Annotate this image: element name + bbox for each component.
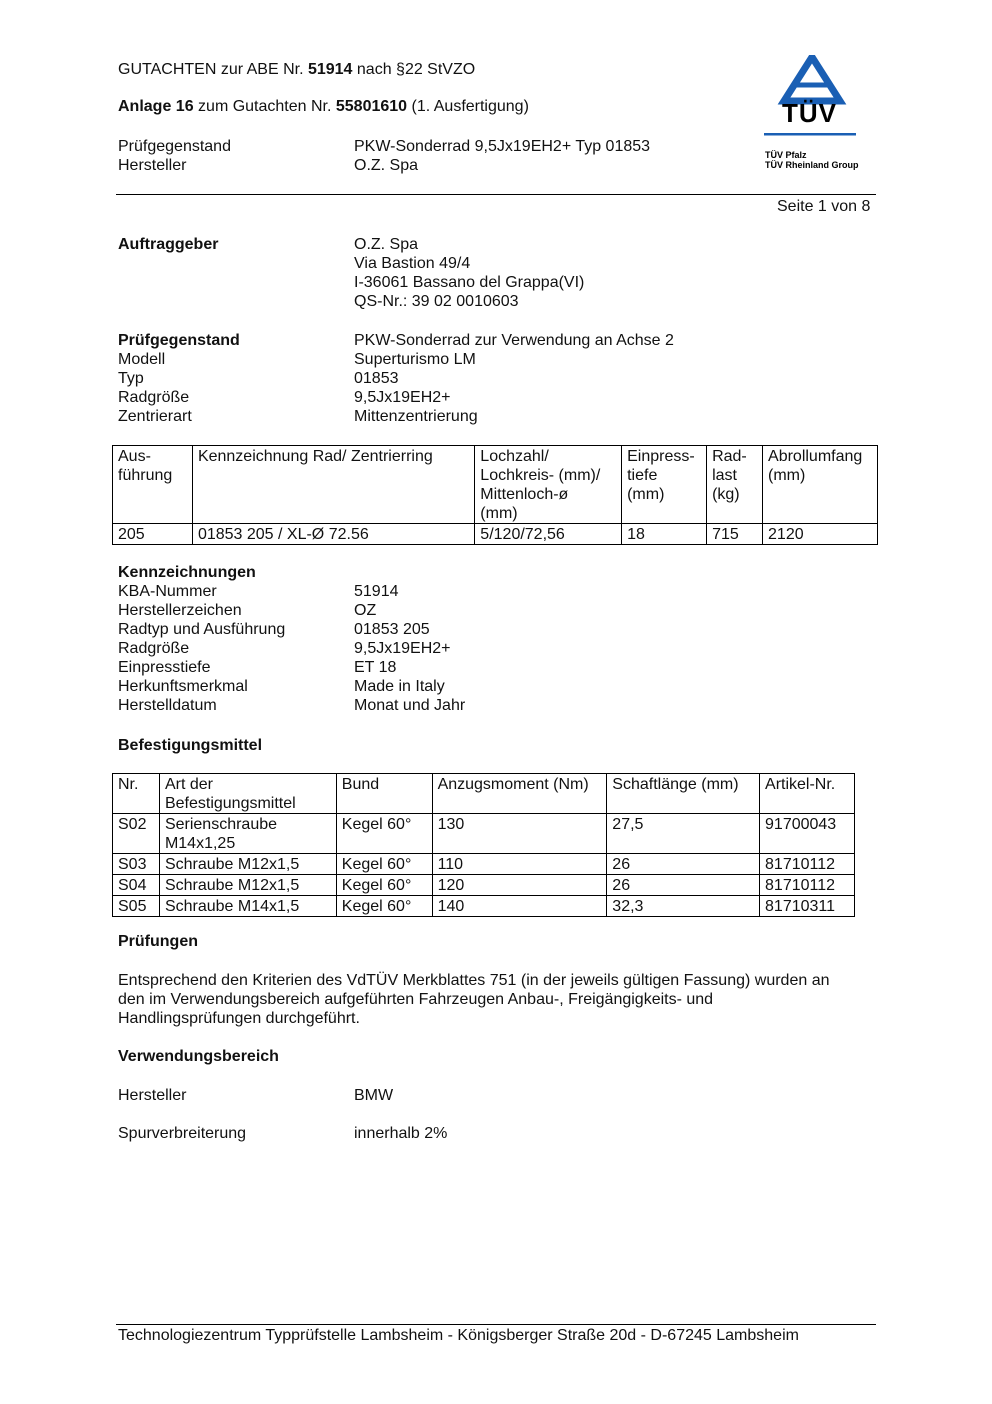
table-cell: Kegel 60° bbox=[336, 854, 432, 875]
header-hersteller-value: O.Z. Spa bbox=[354, 157, 419, 174]
header-pruefgegenstand-label: Prüfgegenstand bbox=[118, 138, 231, 155]
address-line: Via Bastion 49/4 bbox=[354, 255, 471, 272]
table-cell: Kegel 60° bbox=[336, 875, 432, 896]
wheel-table bbox=[112, 445, 878, 545]
header-cell: Anzugsmoment (Nm) bbox=[432, 774, 607, 814]
table-cell: 120 bbox=[432, 875, 607, 896]
paragraph-line: den im Verwendungsbereich aufgeführten Fahrzeugen Anbau-, Freigängigkeits- und bbox=[118, 991, 714, 1008]
pruefgegenstand-section bbox=[118, 331, 878, 426]
table-cell: S03 bbox=[113, 854, 160, 875]
kv-key: Herstellerzeichen bbox=[118, 602, 242, 619]
anlage-line: Anlage 16 zum Gutachten Nr. 55801610 (1. Ausfertigung) bbox=[118, 98, 529, 115]
header-cell: Einpress- tiefe (mm) bbox=[622, 446, 707, 524]
header-divider bbox=[116, 194, 876, 195]
kv-key: KBA-Nummer bbox=[118, 583, 217, 600]
kv-value: Made in Italy bbox=[354, 678, 445, 695]
kv-key: Zentrierart bbox=[118, 408, 192, 425]
table-header-row bbox=[113, 446, 878, 524]
table-cell: 715 bbox=[707, 524, 763, 545]
table-cell: S04 bbox=[113, 875, 160, 896]
table-cell: Serienschraube M14x1,25 bbox=[159, 814, 336, 854]
kv-key: Radgröße bbox=[118, 389, 190, 406]
table-cell: 130 bbox=[432, 814, 607, 854]
kv-key: Radgröße bbox=[118, 640, 190, 657]
paragraph-line: Handlingsprüfungen durchgeführt. bbox=[118, 1010, 360, 1027]
table-cell: S05 bbox=[113, 896, 160, 917]
tuv-logo-subtitle: TÜV Pfalz TÜV Rheinland Group bbox=[765, 150, 859, 170]
kv-key: Einpresstiefe bbox=[118, 659, 211, 676]
table-row bbox=[113, 524, 878, 545]
header-hersteller-label: Hersteller bbox=[118, 157, 187, 174]
table-row bbox=[113, 896, 855, 917]
gutachten-line: GUTACHTEN zur ABE Nr. 51914 nach §22 StVZO bbox=[118, 61, 476, 78]
kv-value: OZ bbox=[354, 602, 377, 619]
befestigung-title: Befestigungsmittel bbox=[118, 737, 263, 754]
befestigung-table bbox=[112, 773, 855, 917]
kv-value: 9,5Jx19EH2+ bbox=[354, 389, 451, 406]
header-cell: Lochzahl/ Lochkreis- (mm)/ Mittenloch-ø (mm) bbox=[475, 446, 622, 524]
table-cell: 2120 bbox=[763, 524, 878, 545]
table-cell: 27,5 bbox=[607, 814, 760, 854]
kv-value: 9,5Jx19EH2+ bbox=[354, 640, 451, 657]
pruefgegenstand-title-value: PKW-Sonderrad zur Verwendung an Achse 2 bbox=[354, 332, 674, 349]
table-cell: 5/120/72,56 bbox=[475, 524, 622, 545]
table-cell: Schraube M14x1,5 bbox=[159, 896, 336, 917]
table-cell: 26 bbox=[607, 854, 760, 875]
table-cell: 26 bbox=[607, 875, 760, 896]
table-cell: 01853 205 / XL-Ø 72.56 bbox=[192, 524, 474, 545]
page-number: Seite 1 von 8 bbox=[777, 198, 871, 215]
table-row bbox=[113, 875, 855, 896]
header-cell: Schaftlänge (mm) bbox=[607, 774, 760, 814]
table-cell: 91700043 bbox=[760, 814, 855, 854]
table-cell: 205 bbox=[113, 524, 193, 545]
table-cell: 32,3 bbox=[607, 896, 760, 917]
verwendung-hersteller-label: Hersteller bbox=[118, 1087, 187, 1104]
table-cell: Kegel 60° bbox=[336, 814, 432, 854]
header-cell: Artikel-Nr. bbox=[760, 774, 855, 814]
table-header-row bbox=[113, 774, 855, 814]
footer-divider bbox=[116, 1324, 876, 1325]
header-cell: Rad- last (kg) bbox=[707, 446, 763, 524]
header-pruefgegenstand-value: PKW-Sonderrad 9,5Jx19EH2+ Typ 01853 bbox=[354, 138, 651, 155]
pruefungen-title: Prüfungen bbox=[118, 933, 198, 950]
kv-key: Herkunftsmerkmal bbox=[118, 678, 248, 695]
header-cell: Kennzeichnung Rad/ Zentrierring bbox=[192, 446, 474, 524]
kv-value: Monat und Jahr bbox=[354, 697, 466, 714]
table-cell: 18 bbox=[622, 524, 707, 545]
table-cell: 81710112 bbox=[760, 875, 855, 896]
table-cell: Schraube M12x1,5 bbox=[159, 854, 336, 875]
table-cell: Kegel 60° bbox=[336, 896, 432, 917]
kennzeichnungen-list bbox=[118, 582, 878, 715]
kv-value: Superturismo LM bbox=[354, 351, 476, 368]
table-cell: 140 bbox=[432, 896, 607, 917]
kv-key: Herstelldatum bbox=[118, 697, 217, 714]
header-cell: Aus- führung bbox=[113, 446, 193, 524]
verwendung-title: Verwendungsbereich bbox=[118, 1048, 279, 1065]
table-cell: Schraube M12x1,5 bbox=[159, 875, 336, 896]
kv-value: Mittenzentrierung bbox=[354, 408, 478, 425]
address-line: O.Z. Spa bbox=[354, 236, 419, 253]
footer-text: Technologiezentrum Typprüfstelle Lambsheim - Königsberger Straße 20d - D-67245 Lambsheim bbox=[118, 1327, 799, 1344]
address-line: QS-Nr.: 39 02 0010603 bbox=[354, 293, 519, 310]
table-cell: S02 bbox=[113, 814, 160, 854]
kv-value: 01853 bbox=[354, 370, 399, 387]
tuv-logo-word: TÜV bbox=[782, 98, 837, 128]
table-cell: 81710112 bbox=[760, 854, 855, 875]
header-cell: Abrollumfang (mm) bbox=[763, 446, 878, 524]
pruefungen-text bbox=[118, 971, 878, 1028]
kv-value: ET 18 bbox=[354, 659, 397, 676]
kv-key: Typ bbox=[118, 370, 144, 387]
table-cell: 110 bbox=[432, 854, 607, 875]
table-row bbox=[113, 814, 855, 854]
table-cell: 81710311 bbox=[760, 896, 855, 917]
header-cell: Art der Befestigungsmittel bbox=[159, 774, 336, 814]
pruefgegenstand-title: Prüfgegenstand bbox=[118, 332, 240, 349]
spurverbreiterung-label: Spurverbreiterung bbox=[118, 1125, 247, 1142]
spurverbreiterung-value: innerhalb 2% bbox=[354, 1125, 448, 1142]
paragraph-line: Entsprechend den Kriterien des VdTÜV Merkblattes 751 (in der jeweils gültigen Fassung) wurden an bbox=[118, 972, 830, 989]
address-line: I-36061 Bassano del Grappa(VI) bbox=[354, 274, 585, 291]
auftraggeber-address bbox=[354, 235, 584, 311]
kv-value: 01853 205 bbox=[354, 621, 430, 638]
header-cell: Bund bbox=[336, 774, 432, 814]
auftraggeber-label: Auftraggeber bbox=[118, 236, 219, 253]
header-cell: Nr. bbox=[113, 774, 160, 814]
table-row bbox=[113, 854, 855, 875]
kv-key: Modell bbox=[118, 351, 166, 368]
kennzeichnungen-title: Kennzeichnungen bbox=[118, 564, 256, 581]
kv-key: Radtyp und Ausführung bbox=[118, 621, 286, 638]
verwendung-hersteller-value: BMW bbox=[354, 1087, 394, 1104]
kv-value: 51914 bbox=[354, 583, 399, 600]
